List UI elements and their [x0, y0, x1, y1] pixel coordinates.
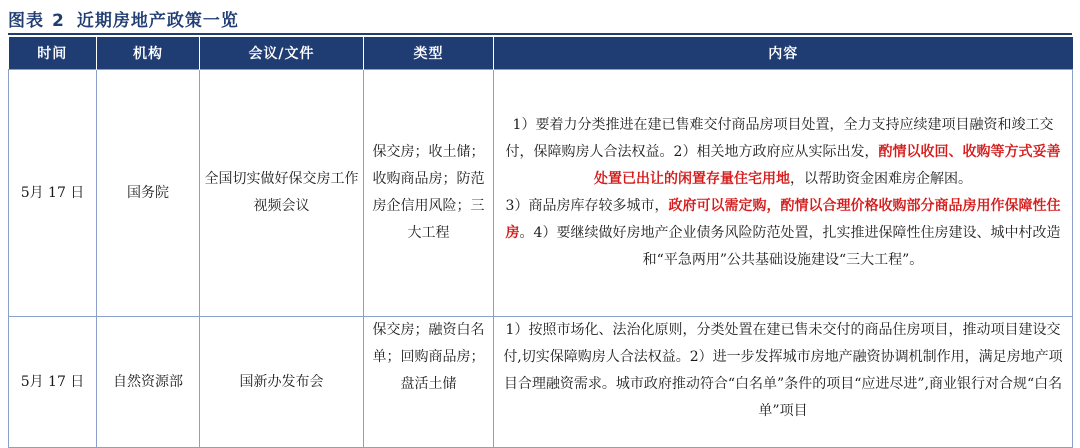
table-header-row — [9, 37, 1073, 70]
cell-date: 5月 17 日 — [9, 70, 97, 317]
content-paragraph-2 — [500, 193, 1066, 274]
table-row — [9, 317, 1073, 448]
cell-org: 自然资源部 — [97, 317, 200, 448]
table-row — [9, 70, 1073, 317]
cell-content — [494, 70, 1073, 317]
caption-label: 图表 — [8, 11, 44, 31]
content-highlight: 政府可以需定购，酌情以合理价格收购部分商品房用作保障性住房 — [505, 198, 1061, 241]
cell-meeting: 国新办发布会 — [200, 317, 364, 448]
header-time: 时间 — [9, 37, 97, 70]
content-text: 。4）要继续做好房地产企业债务风险防范处置，扎实推进保障性住房建设、城中村改造和“平急两用”公共基础设施建设“三大工程”。 — [519, 225, 1061, 268]
cell-date: 5月 17 日 — [9, 317, 97, 448]
cell-type: 保交房；收土储；收购商品房；防范房企信用风险；三大工程 — [364, 70, 494, 317]
content-highlight: 酌情以收回、收购等方式妥善处置已出让的闲置存量住宅用地 — [594, 144, 1061, 187]
cell-meeting: 全国切实做好保交房工作视频会议 — [200, 70, 364, 317]
figure-caption — [8, 6, 239, 31]
cell-content — [494, 317, 1073, 448]
header-org: 机构 — [97, 37, 200, 70]
content-text: 1）要着力分类推进在建已售难交付商品房项目处置，全力支持应续建项目融资和竣工交付，保障购房人合法权益。2）相关地方政府应从实际出发， — [505, 117, 1054, 160]
cell-type: 保交房；融资白名单；回购商品房；盘活土储 — [364, 317, 494, 448]
header-meeting: 会议/文件 — [200, 37, 364, 70]
caption-number: 2 — [52, 11, 65, 31]
caption-title: 近期房地产政策一览 — [76, 11, 239, 31]
content-text: 3）商品房库存较多城市， — [505, 198, 669, 214]
header-type: 类型 — [364, 37, 494, 70]
cell-org: 国务院 — [97, 70, 200, 317]
content-paragraph-1 — [500, 112, 1066, 193]
header-content: 内容 — [494, 37, 1073, 70]
content-paragraph-1: 1）按照市场化、法治化原则，分类处置在建已售未交付的商品住房项目，推动项目建设交付,切实保障购房人合法权益。2）进一步发挥城市房地产融资协调机制作用，满足房地产项目合理融资需求。城市政府推动符合“白名单”条件的项目“应进尽进”,商业银行对合规“白名单”项目 — [503, 322, 1063, 419]
caption-rule — [8, 33, 1072, 35]
content-text: ，以帮助资金困难房企解困。 — [790, 171, 972, 187]
policy-table — [8, 37, 1073, 448]
